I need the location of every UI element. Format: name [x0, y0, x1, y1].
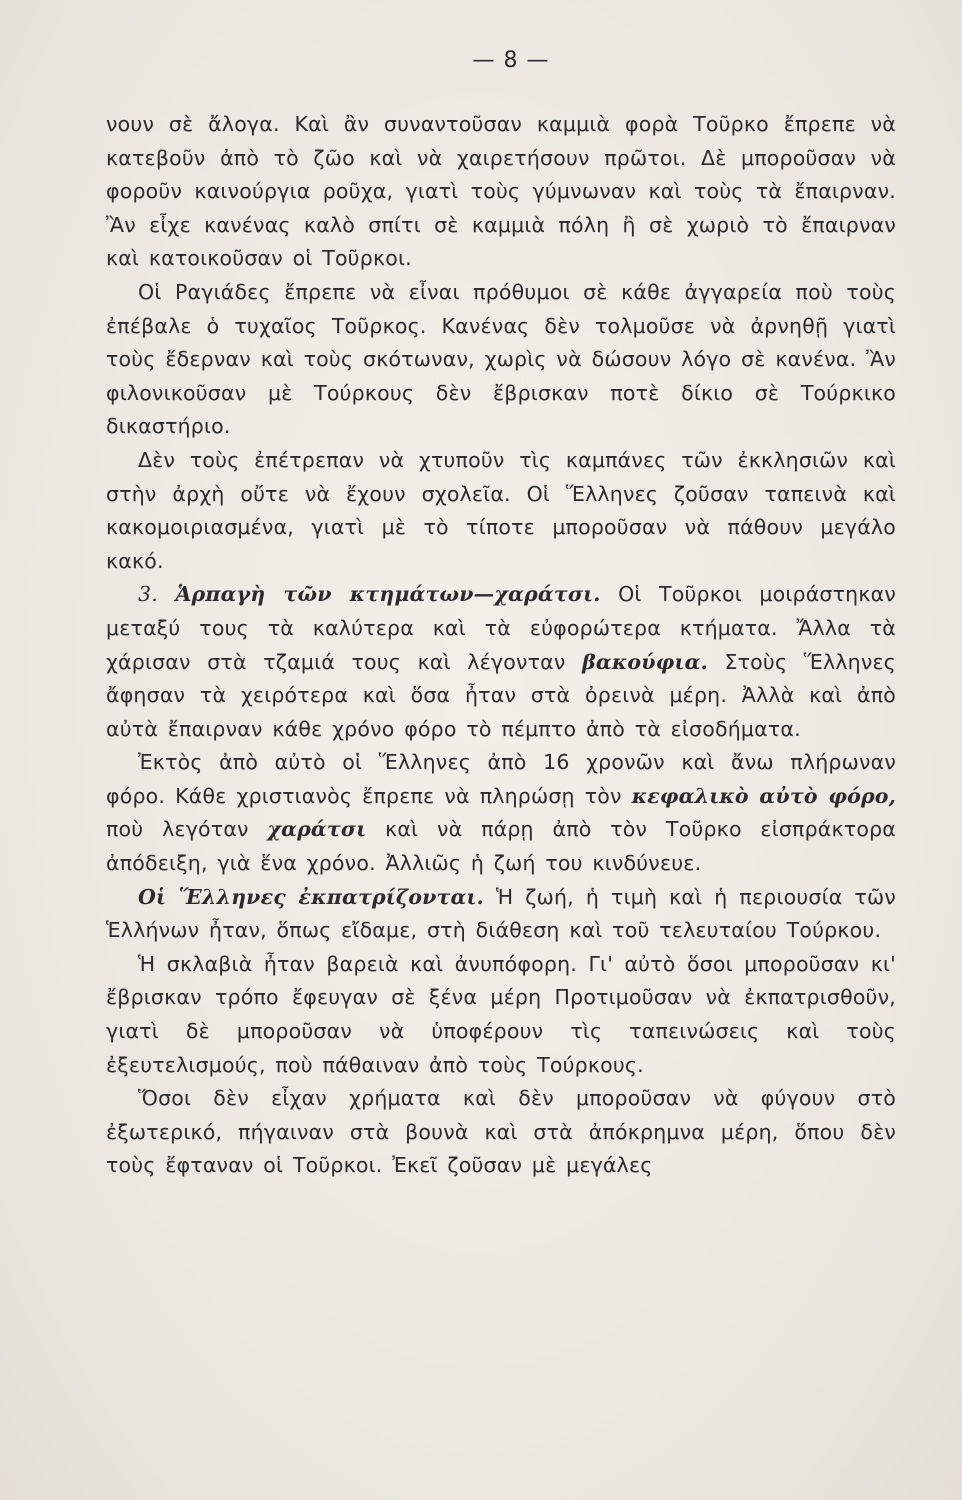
page-number: — 8 — — [472, 48, 550, 73]
paragraph-5 — [106, 746, 896, 880]
term-haratsi: χαράτσι — [267, 817, 367, 842]
section-number: 3. — [138, 582, 158, 607]
body-text — [106, 108, 896, 1183]
paragraph-8: Ὅσοι δὲν εἶχαν χρήματα καὶ δὲν μποροῦσαν νὰ φύγουν στὸ ἐξωτερικό, πήγαιναν στὰ βουνὰ καὶ στὰ ἀπόκρημνα μέρη, ὅπου δὲν τοὺς ἔφταναν οἱ Τοῦρκοι. Ἐκεῖ ζοῦσαν μὲ μεγάλες — [106, 1086, 896, 1178]
paragraph-4-text-1: Οἱ Τοῦρκοι μοιράστηκαν μεταξύ τους τὰ καλύτερα καὶ τὰ εὐφορώτερα κτήματα. Ἄλλα τὰ χάρισαν στὰ τζαμιά τους καὶ λέγονταν — [106, 582, 896, 674]
paragraph-3: Δὲν τοὺς ἐπέτρεπαν νὰ χτυποῦν τὶς καμπάνες τῶν ἐκκλησιῶν καὶ στὴν ἀρχὴ οὔτε νὰ ἔχουν σχολεῖα. Οἱ Ἕλληνες ζοῦσαν ταπεινὰ καὶ κακομοιριασμένα, γιατὶ μὲ τὸ τίποτε μποροῦσαν νὰ πάθουν μεγάλο κακό. — [106, 447, 896, 573]
paragraph-1: νουν σὲ ἄλογα. Καὶ ἂν συναντοῦσαν καμμιὰ φορὰ Τοῦρκο ἔπρεπε νὰ κατεβοῦν ἀπὸ τὸ ζῶο καὶ νὰ χαιρετήσουν πρῶτοι. Δὲ μποροῦσαν νὰ φοροῦν καινούργια ροῦχα, γιατὶ τοὺς γύμνωναν καὶ τοὺς τὰ ἔπαιρναν. Ἂν εἶχε κανένας καλὸ σπίτι σὲ καμμιὰ πόλη ἢ σὲ χωριὸ τὸ ἔπαιρναν καὶ κατοικοῦσαν οἱ Τοῦρκοι. — [106, 112, 896, 271]
paragraph-5-text-1: Ἐκτὸς ἀπὸ αὐτὸ οἱ Ἕλληνες ἀπὸ 16 χρονῶν καὶ ἄνω πλήρωναν φόρο. Κάθε χριστιανὸς ἔπρεπε νὰ πληρώσῃ τὸν — [106, 750, 896, 808]
term-head-tax: κεφαλικὸ αὐτὸ φόρο, — [631, 783, 896, 808]
paragraph-5-text-3: καὶ νὰ πάρῃ ἀπὸ τὸν Τοῦρκο εἰσπράκτορα ἀπόδειξη, γιὰ ἕνα χρόνο. Ἀλλιῶς ἡ ζωή του κινδύνευε. — [106, 817, 896, 876]
paragraph-2: Οἱ Ραγιάδες ἔπρεπε νὰ εἶναι πρόθυμοι σὲ κάθε ἀγγαρεία ποὺ τοὺς ἐπέβαλε ὁ τυχαῖος Τοῦρκος. Κανένας δὲν τολμοῦσε νὰ ἀρνηθῇ γιατὶ τοὺς ἔδερναν καὶ τοὺς σκότωναν, χωρὶς νὰ δώσουν λόγο σὲ κανένα. Ἂν φιλονικοῦσαν μὲ Τούρκους δὲν ἔβρισκαν ποτὲ δίκιο σὲ Τούρκικο δικαστήριο. — [106, 279, 896, 439]
term-vakoufia: βακούφια. — [582, 649, 708, 674]
paragraph-4 — [106, 578, 896, 746]
paragraph-5-text-2: ποὺ λεγόταν — [106, 817, 268, 842]
section-heading-expatriation: Οἱ Ἕλληνες ἐκπατρίζονται. — [138, 884, 484, 909]
paragraph-6 — [106, 881, 896, 948]
paragraph-7: Ἡ σκλαβιὰ ἦταν βαρειὰ καὶ ἀνυπόφορη. Γι' αὐτὸ ὅσοι μποροῦσαν κι' ἔβρισκαν τρόπο ἔφευγαν σὲ ξένα μέρη Προτιμοῦσαν νὰ ἐκπατρισθοῦν, γιατὶ δὲ μποροῦσαν νὰ ὑποφέρουν τὶς ταπεινώσεις καὶ τοὺς ἐξευτελισμούς, ποὺ πάθαιναν ἀπὸ τοὺς Τούρκους. — [106, 951, 896, 1077]
paragraph-4-text-2: Στοὺς Ἕλληνες ἄφησαν τὰ χειρότερα καὶ ὅσα ἦταν στὰ ὀρεινὰ μέρη. Ἀλλὰ καὶ ἀπὸ αὐτὰ ἔπαιρναν κάθε χρόνο φόρο τὸ πέμπτο ἀπὸ τὰ εἰσοδήματα. — [106, 649, 896, 741]
paragraph-6-text-1: Ἡ ζωή, ἡ τιμὴ καὶ ἡ περιουσία τῶν Ἑλλήνων ἦταν, ὅπως εἴδαμε, στὴ διάθεση καὶ τοῦ τελευταίου Τούρκου. — [106, 884, 896, 943]
section-heading-land-seizure: Ἁρπαγὴ τῶν κτημάτων—χαράτσι. — [175, 582, 601, 607]
